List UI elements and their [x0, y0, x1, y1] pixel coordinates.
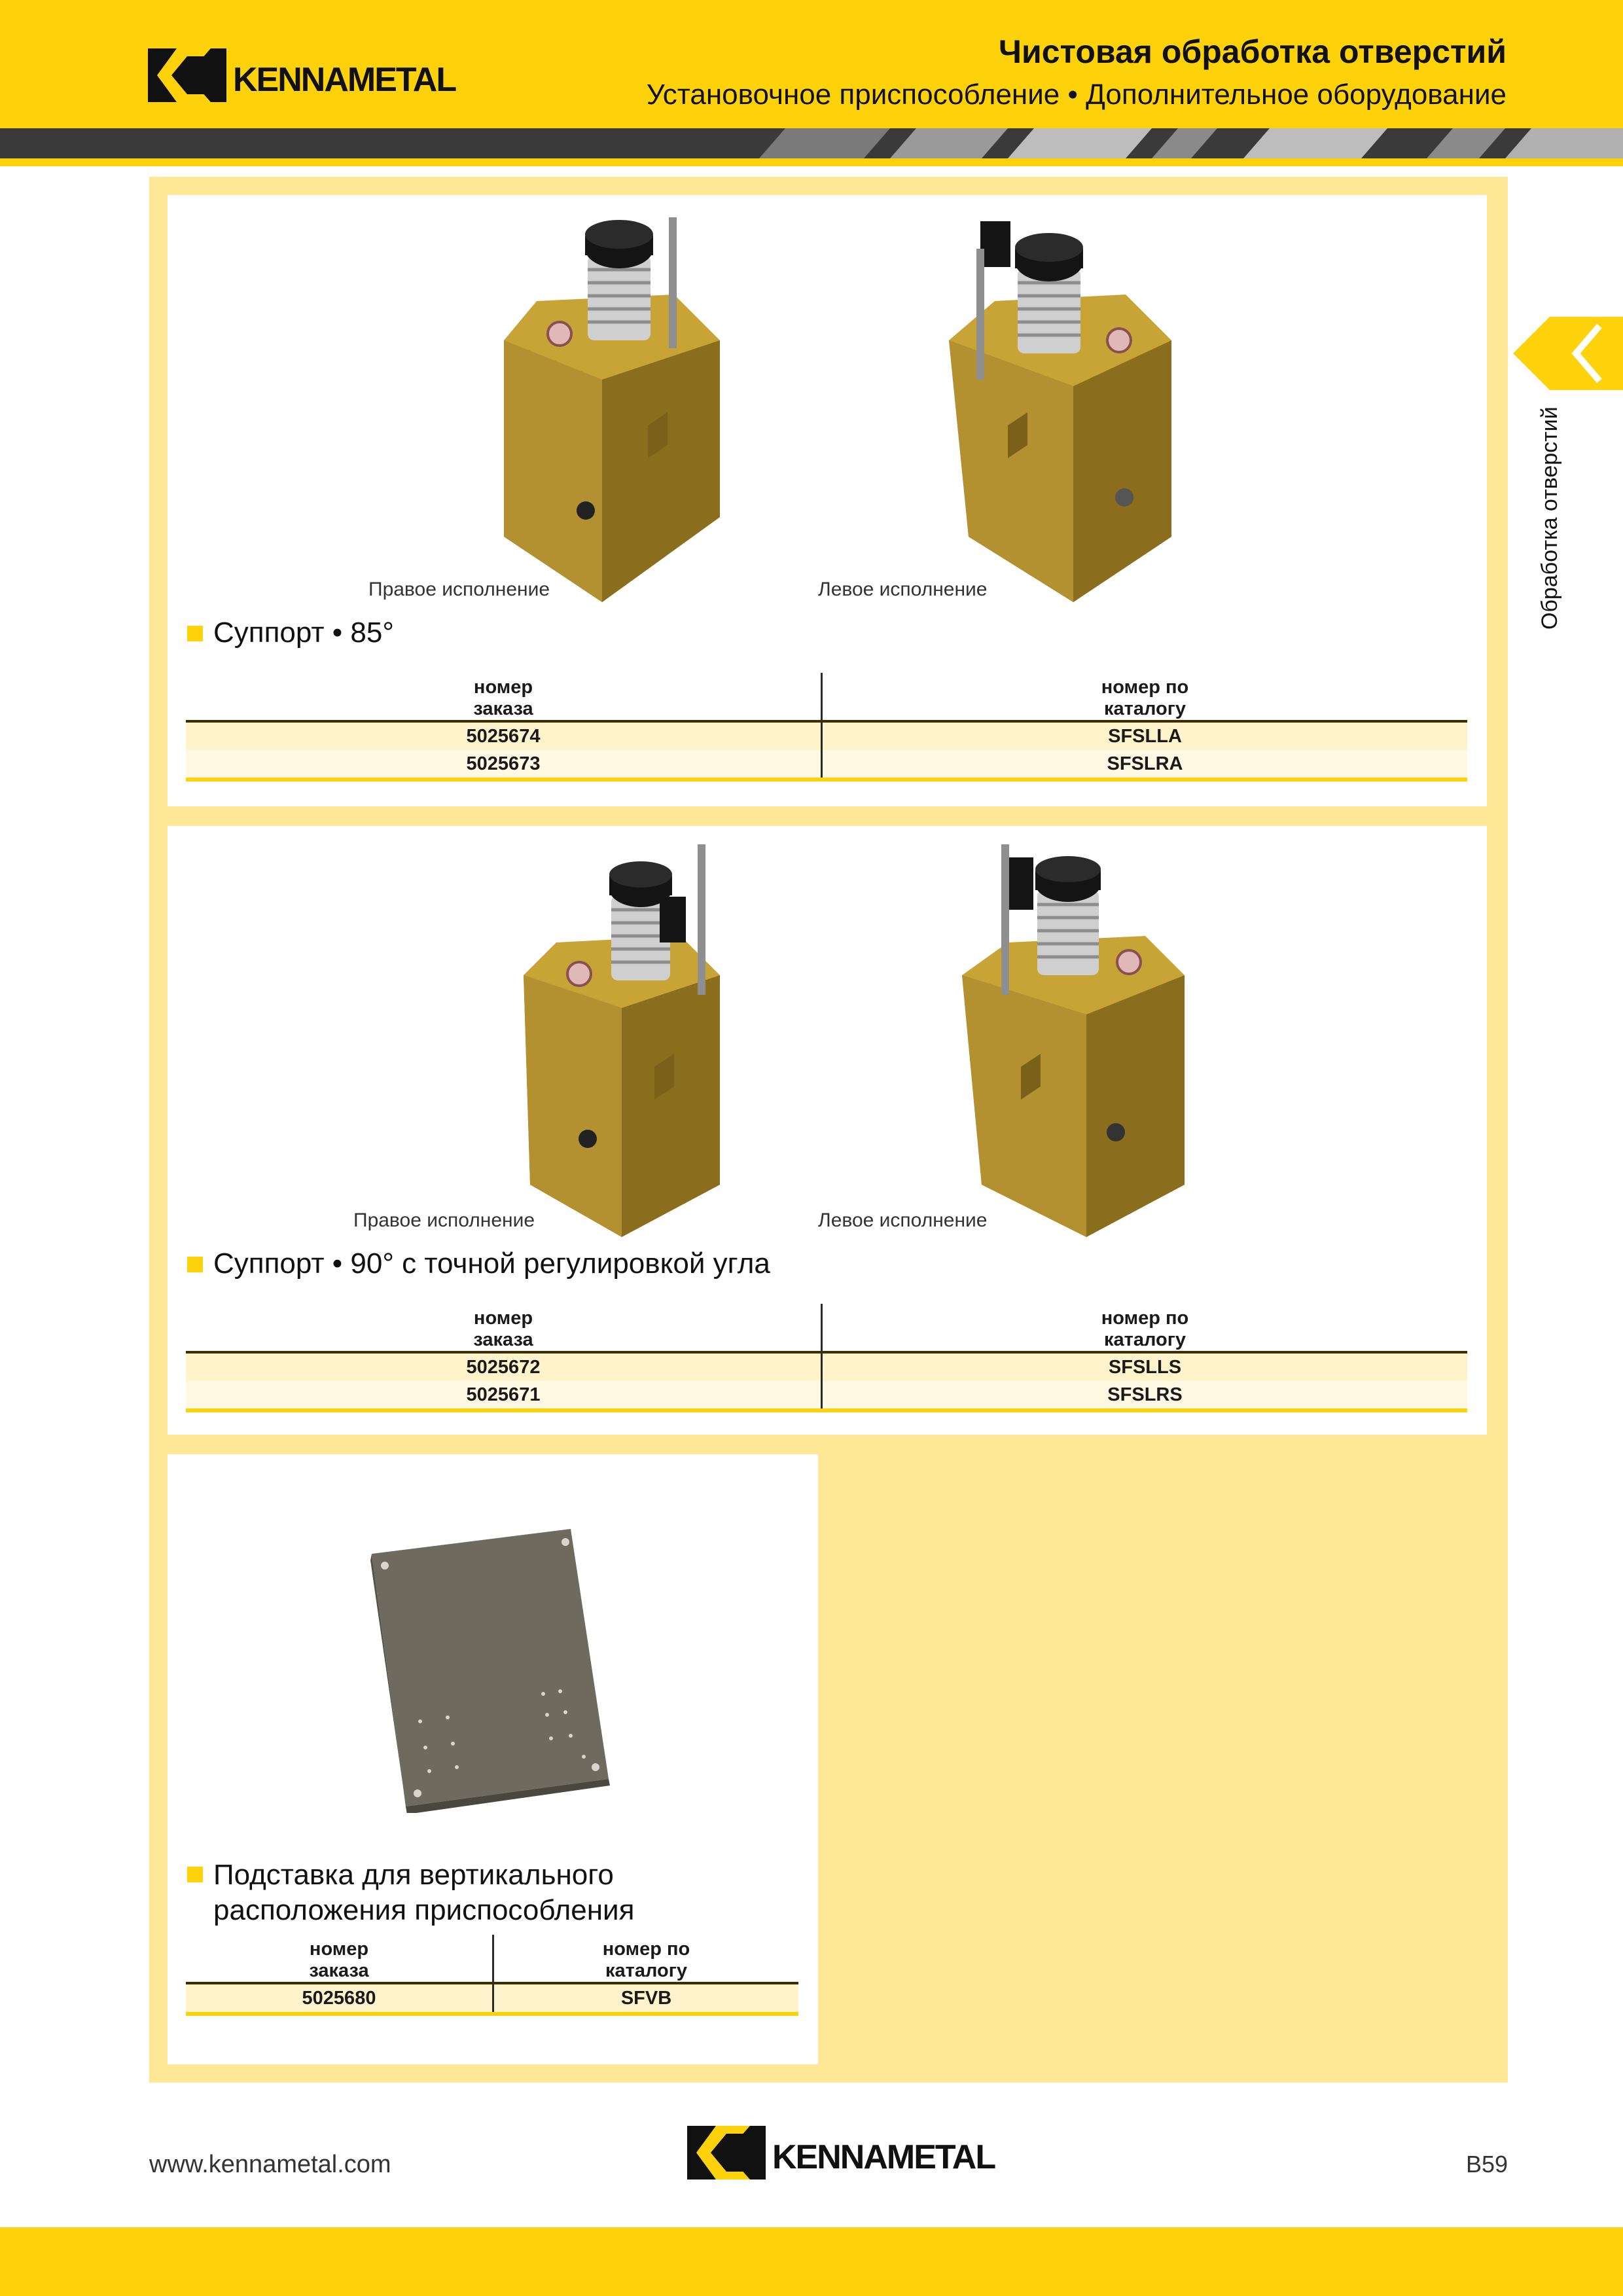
support-85-right-image	[497, 209, 746, 602]
order-number: 5025680	[186, 1983, 493, 2014]
bullet-square-icon	[187, 1867, 203, 1882]
footer-url-link[interactable]: www.kennametal.com	[149, 2151, 391, 2178]
section-title-2	[187, 1247, 770, 1280]
catalog-number: SFSLLA	[822, 721, 1468, 750]
table-row	[186, 1983, 798, 2014]
bullet-square-icon	[187, 626, 203, 641]
support-85-left-image	[929, 209, 1191, 602]
column-header-order: номер заказа	[186, 673, 822, 721]
table-row	[186, 1381, 1467, 1410]
header-stripe	[0, 128, 1623, 158]
order-number: 5025671	[186, 1381, 822, 1410]
table-row	[186, 750, 1467, 780]
support-90-right-image	[517, 844, 746, 1237]
section-title-text: Подставка для вертикального расположения приспособления	[213, 1859, 635, 1926]
bullet-square-icon	[187, 1257, 203, 1272]
caption-right-version-1: Правое исполнение	[368, 579, 550, 600]
kennametal-k-icon	[148, 48, 226, 102]
side-tab-label: Обработка отверстий	[1537, 406, 1562, 630]
footer-brand-name: KENNAMETAL	[772, 2138, 995, 2176]
vertical-stand-plate-image	[366, 1518, 615, 1813]
footer-bar	[0, 2227, 1623, 2296]
column-header-order: номер заказа	[186, 1304, 822, 1352]
catalog-number: SFVB	[493, 1983, 799, 2014]
order-number: 5025674	[186, 721, 822, 750]
footer-logo	[687, 2126, 995, 2179]
caption-left-version-1: Левое исполнение	[818, 579, 988, 600]
order-table-3	[186, 1935, 798, 2016]
order-number: 5025673	[186, 750, 822, 780]
catalog-number: SFSLRS	[822, 1381, 1468, 1410]
page-number: B59	[1465, 2151, 1508, 2178]
catalog-number: SFSLRA	[822, 750, 1468, 780]
section-title-1	[187, 617, 394, 649]
support-90-left-image	[942, 844, 1191, 1237]
page-subtitle: Установочное приспособление • Дополнительное оборудование	[646, 79, 1507, 111]
header-brand-name: KENNAMETAL	[233, 61, 456, 99]
order-table-2	[186, 1304, 1467, 1412]
caption-left-version-2: Левое исполнение	[818, 1210, 988, 1231]
column-header-catalog: номер по каталогу	[822, 673, 1468, 721]
page-title: Чистовая обработка отверстий	[998, 33, 1507, 70]
table-row	[186, 1352, 1467, 1381]
section-title-text: Суппорт • 85°	[213, 617, 394, 649]
side-tab-chevron-icon	[1513, 317, 1623, 390]
catalog-number: SFSLLS	[822, 1352, 1468, 1381]
column-header-catalog: номер по каталогу	[822, 1304, 1468, 1352]
header-logo	[148, 48, 455, 102]
header-underline	[0, 158, 1623, 166]
order-number: 5025672	[186, 1352, 822, 1381]
section-title-3	[187, 1857, 634, 1928]
table-row	[186, 721, 1467, 750]
order-table-1	[186, 673, 1467, 781]
caption-right-version-2: Правое исполнение	[353, 1210, 535, 1231]
kennametal-k-icon	[687, 2126, 766, 2179]
column-header-order: номер заказа	[186, 1935, 493, 1983]
column-header-catalog: номер по каталогу	[493, 1935, 799, 1983]
section-title-text: Суппорт • 90° с точной регулировкой угла	[213, 1247, 770, 1280]
